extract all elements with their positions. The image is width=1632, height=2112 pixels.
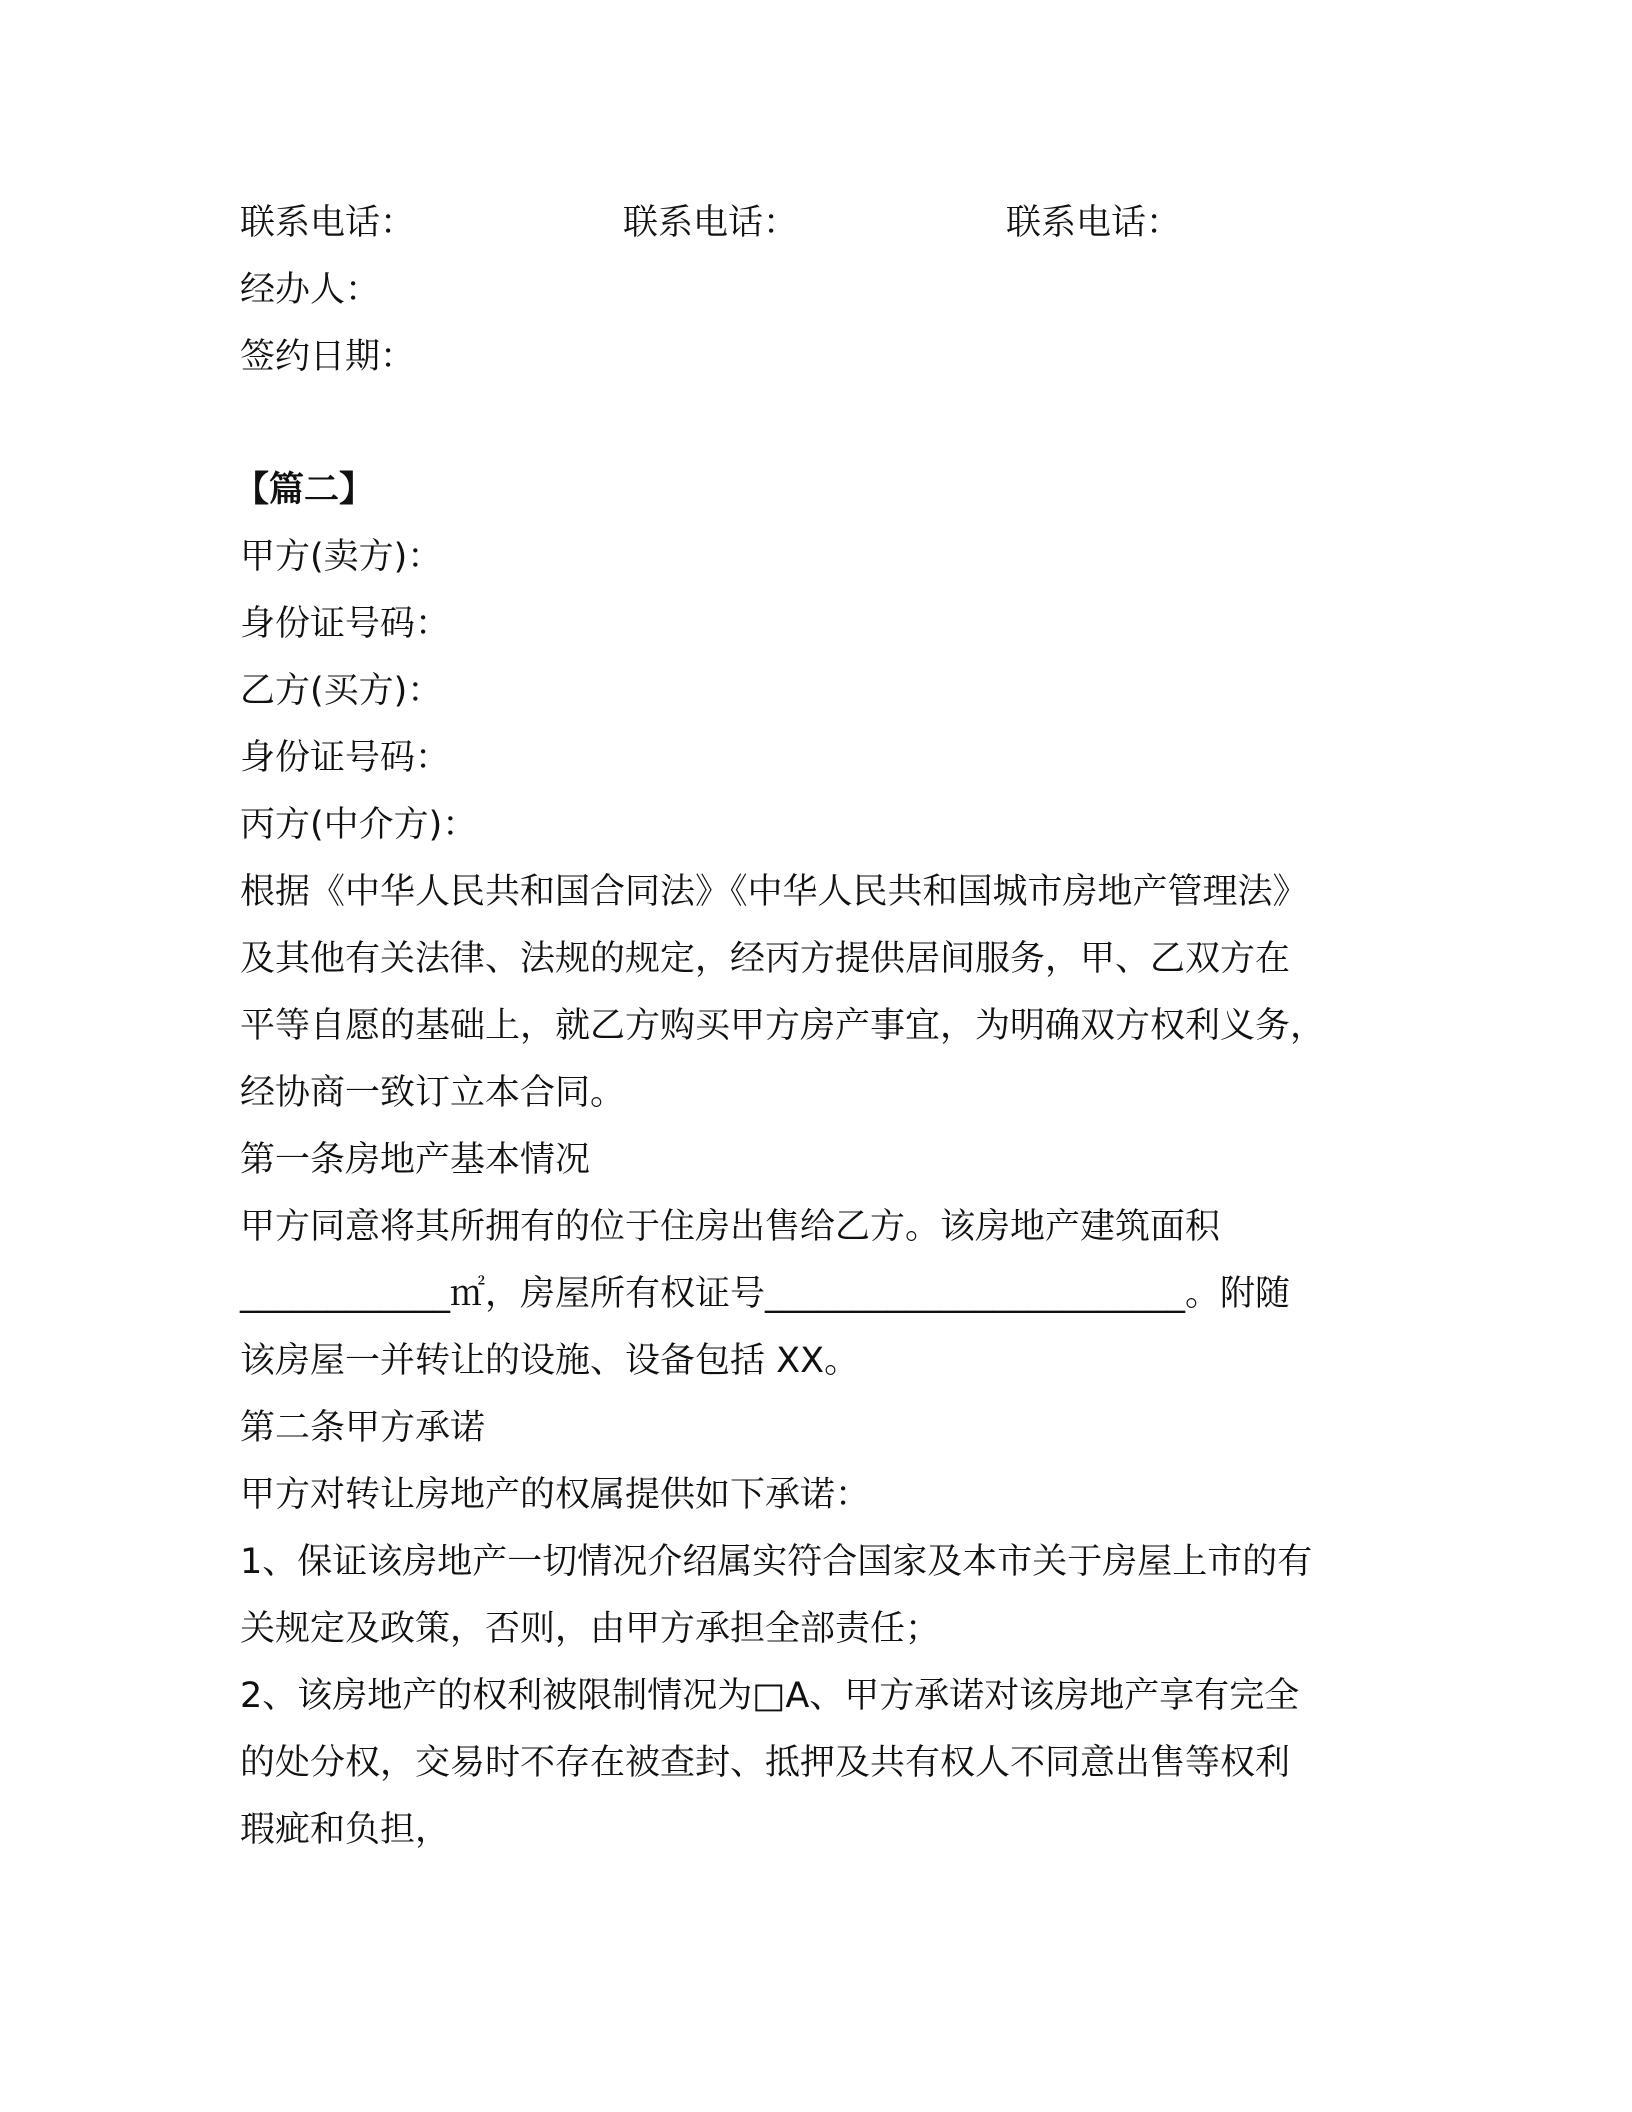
contact-row: [240, 190, 1390, 257]
text-line: 该房屋一并转让的设施、设备包括 XX。: [240, 1341, 860, 1381]
contact-phone-label-1: 联系电话：: [240, 203, 416, 243]
text-line: 的处分权，交易时不存在被查封、抵押及共有权人不同意出售等权利: [240, 1743, 1291, 1783]
text-line: ____________㎡，房屋所有权证号________________________。附随: [240, 1274, 1291, 1314]
text-line: 甲方同意将其所拥有的位于住房出售给乙方。该房地产建筑面积: [240, 1207, 1221, 1247]
text-line: 丙方(中介方)：: [240, 805, 478, 845]
text-line: 身份证号码：: [240, 738, 451, 778]
sign-date-label: 签约日期：: [240, 337, 416, 377]
text-line: 甲方对转让房地产的权属提供如下承诺：: [240, 1475, 871, 1515]
contract-body: [240, 524, 1390, 1864]
article-heading: 第二条甲方承诺: [240, 1408, 486, 1448]
text-line: 关规定及政策，否则，由甲方承担全部责任；: [240, 1609, 941, 1649]
text-line: 及其他有关法律、法规的规定，经丙方提供居间服务，甲、乙双方在: [240, 939, 1291, 979]
section-gap: [240, 391, 1390, 457]
text-line: 经协商一致订立本合同。: [240, 1073, 626, 1113]
text-line: 身份证号码：: [240, 604, 451, 644]
section-title: 【篇二】: [234, 470, 375, 510]
text-line: 根据《中华人民共和国合同法》《中华人民共和国城市房地产管理法》: [240, 872, 1308, 912]
contact-phone-label-2: 联系电话：: [623, 203, 799, 243]
text-line: 2、该房地产的权利被限制情况为□A、甲方承诺对该房地产享有完全: [240, 1676, 1300, 1716]
text-line: 1、保证该房地产一切情况介绍属实符合国家及本市关于房屋上市的有: [240, 1542, 1313, 1582]
text-line: 乙方(买方)：: [240, 671, 443, 711]
text-line: 瑕疵和负担，: [240, 1810, 451, 1850]
text-line: 甲方(卖方)：: [240, 537, 443, 577]
article-heading: 第一条房地产基本情况: [240, 1140, 591, 1180]
agent-label: 经办人：: [240, 270, 381, 310]
contact-phone-label-3: 联系电话：: [1006, 203, 1182, 243]
document-page: [234, 190, 1390, 1864]
text-line: 平等自愿的基础上，就乙方购买甲方房产事宜，为明确双方权利义务，: [240, 1006, 1326, 1046]
